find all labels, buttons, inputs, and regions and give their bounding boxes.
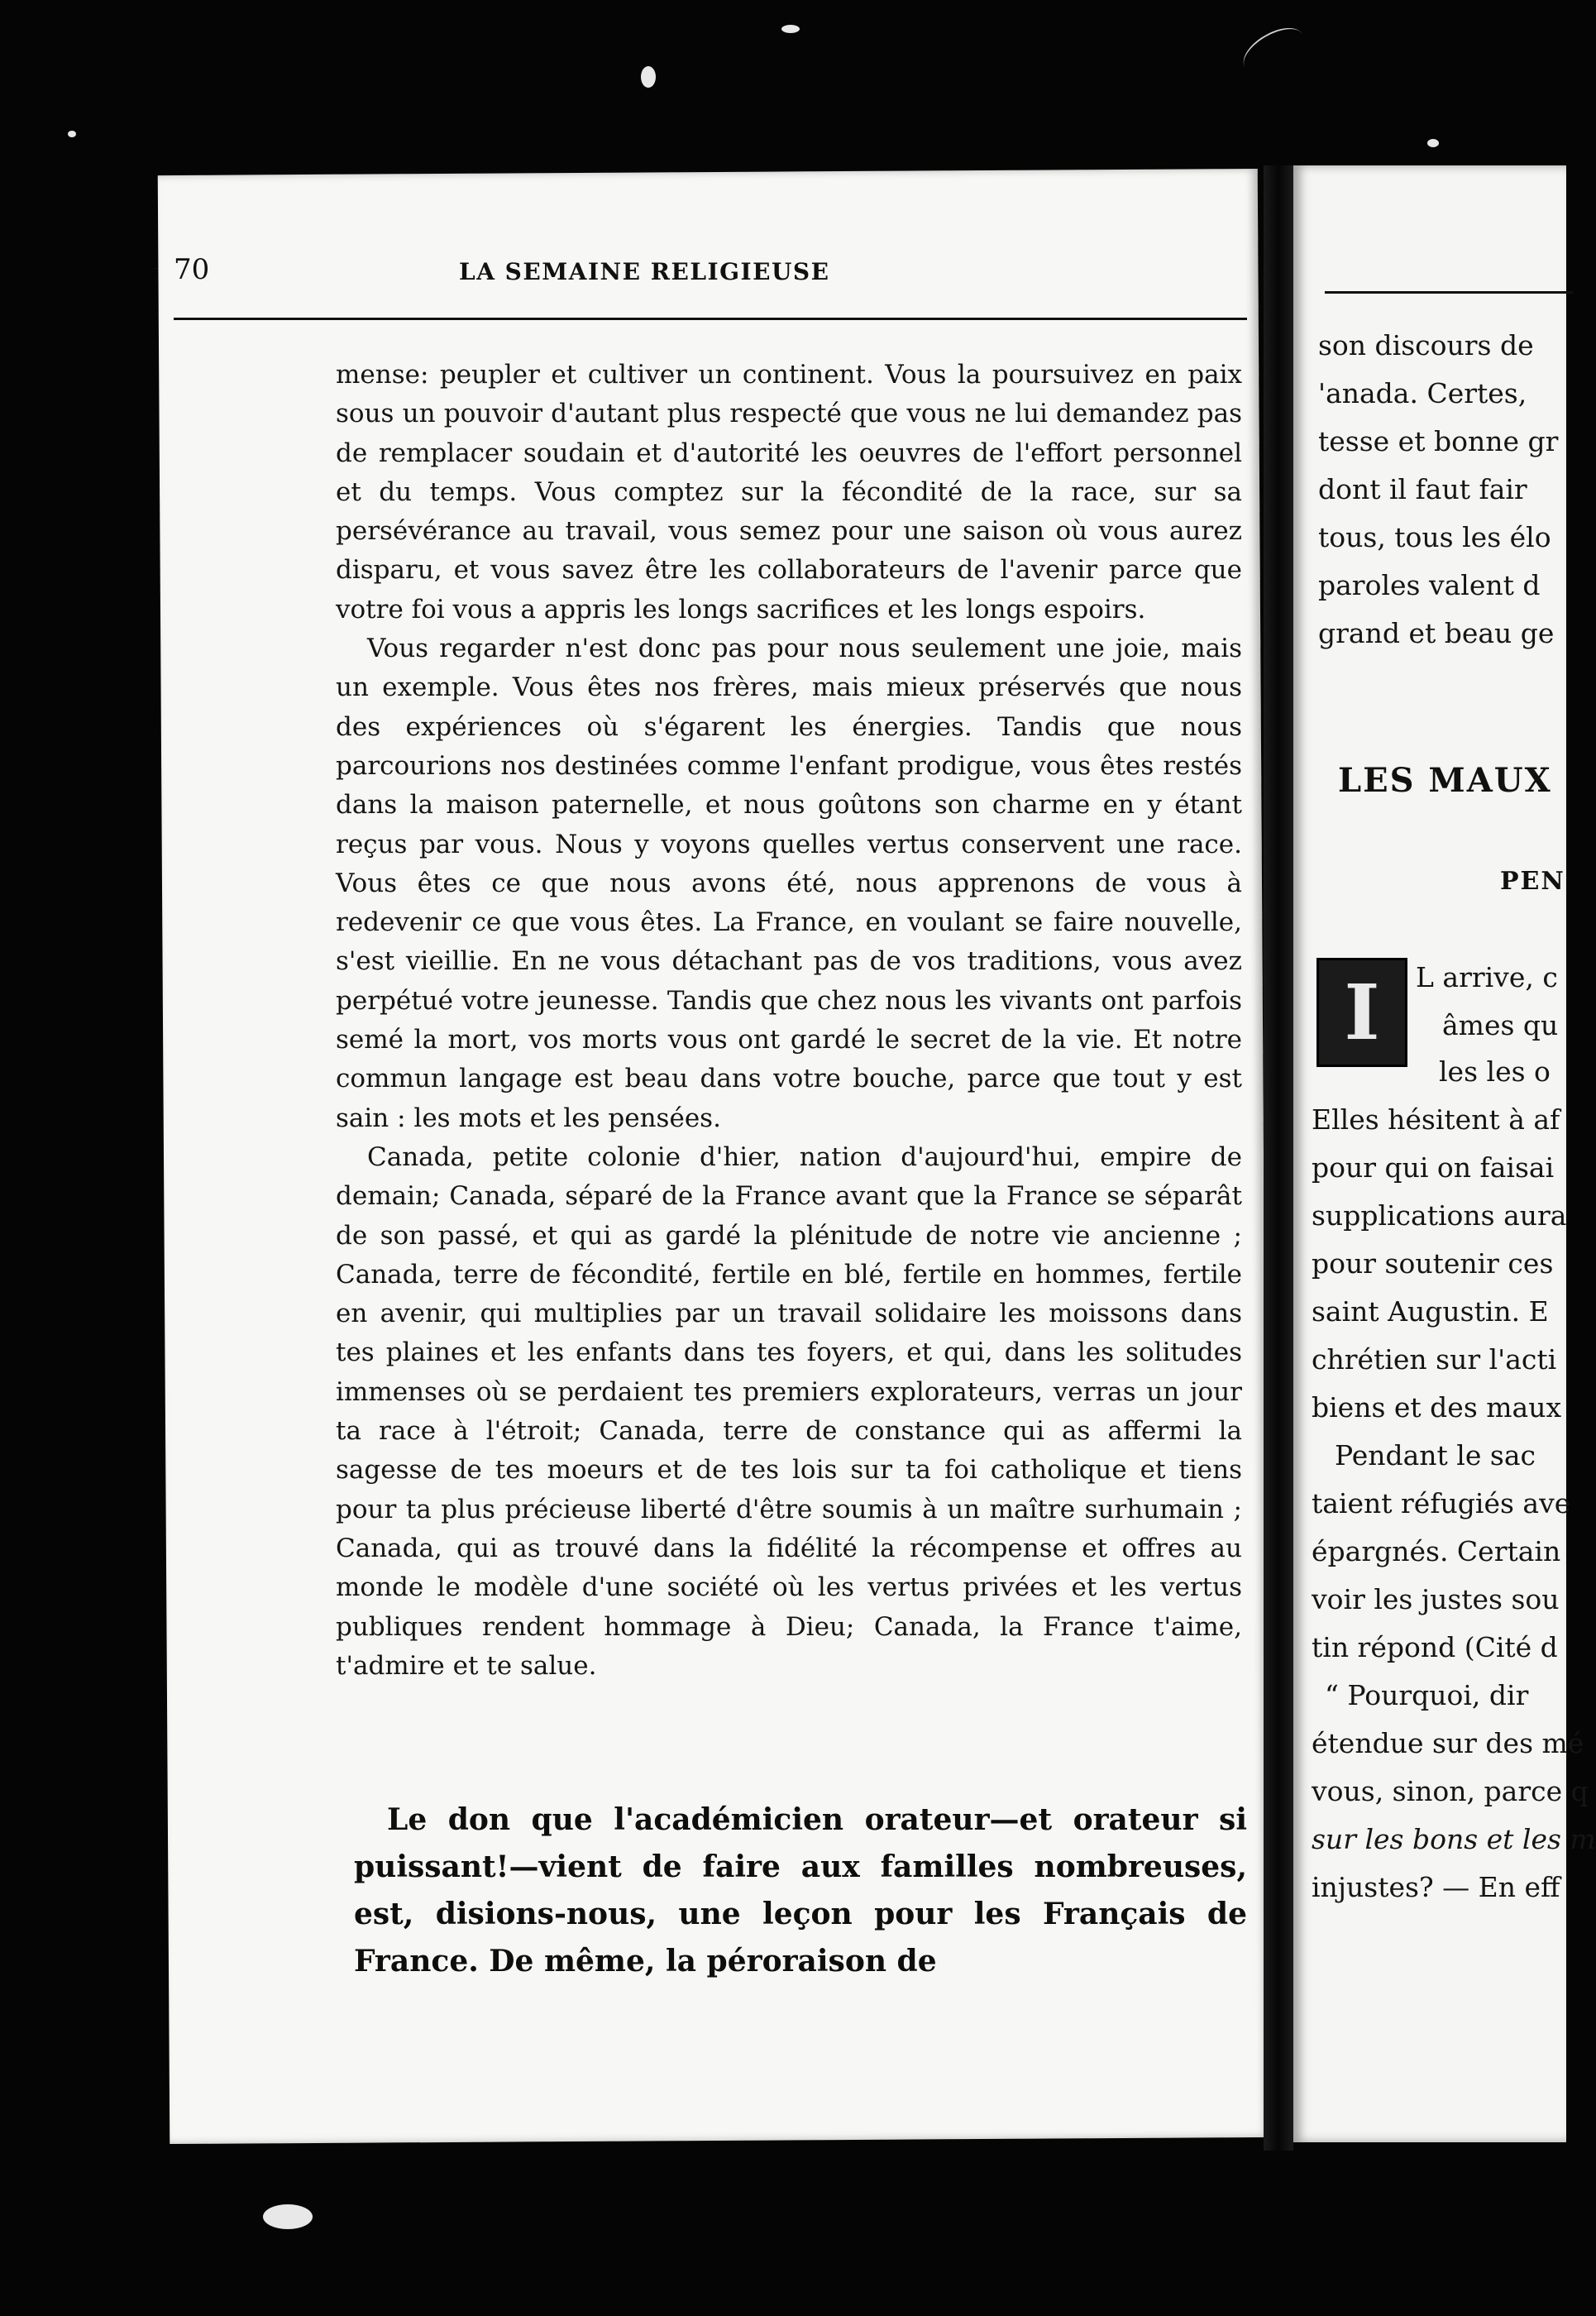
scan-speck xyxy=(641,66,656,88)
text-line: sur les bons et les m xyxy=(1312,1823,1596,1855)
text-line: biens et des maux xyxy=(1312,1391,1562,1424)
section-subheading: PEN xyxy=(1500,867,1565,896)
text-line: Pendant le sac xyxy=(1335,1439,1536,1471)
text-line: dont il faut fair xyxy=(1318,473,1527,505)
running-head: LA SEMAINE RELIGIEUSE xyxy=(459,258,830,285)
text-line: saint Augustin. E xyxy=(1312,1295,1549,1328)
paragraph: mense: peupler et cultiver un continent. Vous la poursuivez en paix sous un pouvoir d'autant plus respecté que vous ne lui demandez pas de remplacer soudain et d'autorité les oeuvres de l'effort personnel et du temps. Vous comptez sur la fécondité de la race, sur sa persévérance au travail, vous semez pour une saison où vous aurez disparu, et vous savez être les collaborateurs de l'avenir parce que votre foi vous a appris les longs sacrifices et les longs espoirs. xyxy=(336,360,1242,624)
text-line: épargnés. Certain xyxy=(1312,1535,1561,1567)
text-line: tin répond (Cité d xyxy=(1312,1631,1558,1663)
text-line: supplications aura xyxy=(1312,1199,1567,1232)
text-line: L arrive, c xyxy=(1416,961,1558,993)
text-line: chrétien sur l'acti xyxy=(1312,1343,1557,1376)
text-line: Elles hésitent à af xyxy=(1312,1103,1560,1136)
text-line: taient réfugiés ave xyxy=(1312,1487,1571,1519)
text-line: son discours de xyxy=(1318,329,1534,361)
scan-speck xyxy=(263,2204,313,2229)
text-line: “ Pourquoi, dir xyxy=(1325,1679,1529,1711)
scan-speck xyxy=(68,131,76,137)
text-line: tous, tous les élo xyxy=(1318,521,1551,553)
text-line: pour qui on faisai xyxy=(1312,1151,1555,1184)
text-line: paroles valent d xyxy=(1318,569,1541,601)
text-line: vous, sinon, parce q xyxy=(1312,1775,1589,1807)
header-rule xyxy=(1325,291,1573,294)
text-line: tesse et bonne gr xyxy=(1318,425,1559,457)
right-page xyxy=(1293,165,1596,2142)
paragraph: Canada, petite colonie d'hier, nation d'aujourd'hui, empire de demain; Canada, séparé de la France avant que la France se séparât de son passé, et qui as gardé la plénitude de notre vie ancienne ; Canada, terre de fécondité, fertile en blé, fertile en hommes, fertile en avenir, qui multiplies par un travail solidaire les moissons dans tes plaines et les enfants dans tes foyers, et qui, dans les solitudes immenses où se perdaient tes premiers explorateurs, verras un jour ta race à l'étroit; Canada, terre de constance qui as affermi la sagesse de tes moeurs et de tes lois sur ta foi catholique et tiens pour ta plus précieuse liberté d'être soumis à un maître surhumain ; Canada, qui as trouvé dans la fidélité la récompense et offres au monde le modèle d'une société où les vertus privées et les vertus publiques rendent hommage à Dieu; Canada, la France t'aime, t'admire et te salue. xyxy=(336,1141,1242,1681)
text-line: 'anada. Certes, xyxy=(1318,377,1527,409)
scan-fiber xyxy=(1236,19,1311,82)
text-line: grand et beau ge xyxy=(1318,617,1555,649)
page-number: 70 xyxy=(174,253,210,286)
text-line: voir les justes sou xyxy=(1312,1583,1560,1615)
text-line: âmes qu xyxy=(1442,1009,1559,1041)
text-line: les les o xyxy=(1439,1055,1551,1088)
book-gutter xyxy=(1264,165,1293,2151)
drop-cap-icon xyxy=(1316,958,1407,1067)
drop-cap-letter: I xyxy=(1344,968,1380,1057)
text-line: injustes? — En eff xyxy=(1312,1871,1560,1903)
text-line: étendue sur des mé xyxy=(1312,1727,1584,1759)
section-heading: LES MAUX xyxy=(1338,761,1552,800)
scan-speck xyxy=(781,25,800,33)
body-text xyxy=(336,356,1242,1686)
scan-speck xyxy=(1427,139,1439,147)
paragraph: Vous regarder n'est donc pas pour nous seulement une joie, mais un exemple. Vous êtes nos frères, mais mieux préservés que nous des expériences où s'égarent les énergies. Tandis que nous parcourions nos destinées comme l'enfant prodigue, vous êtes restés dans la maison paternelle, et nous goûtons son charme en y étant reçus par vous. Nous y voyons quelles vertus conservent une race. Vous êtes ce que nous avons été, nous apprenons de vous à redevenir ce que vous êtes. La France, en voulant se faire nouvelle, s'est vieillie. En ne vous détachant pas de vos traditions, vous avez perpétué votre jeunesse. Tandis que chez nous les vivants ont parfois semé la mort, vos morts vous ont gardé le secret de la vie. Et notre commun langage est beau dans votre bouche, parce que tout y est sain : les mots et les pensées. xyxy=(336,634,1242,1133)
text-line: pour soutenir ces xyxy=(1312,1247,1554,1280)
page-header xyxy=(174,253,1247,320)
lead-paragraph: Le don que l'académicien orateur—et orateur si puissant!—vient de faire aux familles nombreuses, est, disions-nous, une leçon pour les Français de France. De même, la péroraison de xyxy=(354,1802,1247,1979)
